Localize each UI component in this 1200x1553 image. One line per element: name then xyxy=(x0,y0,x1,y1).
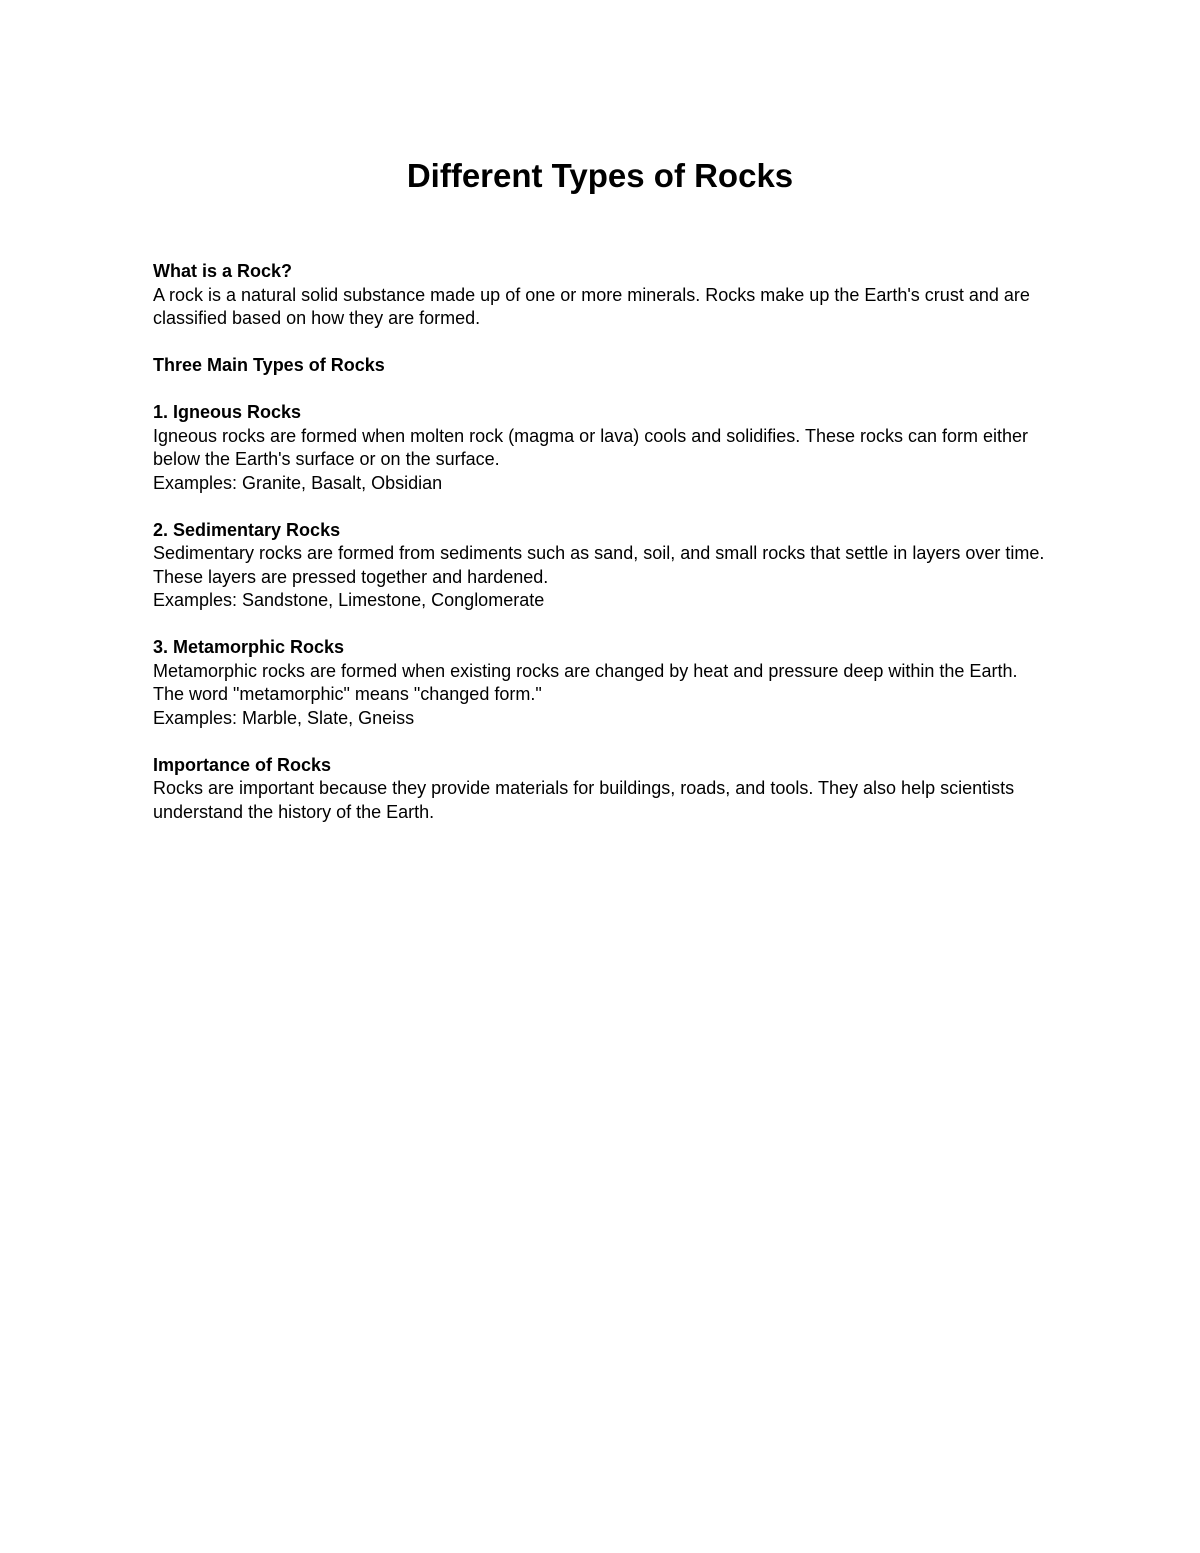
document-body xyxy=(153,260,1053,848)
section-heading: Importance of Rocks xyxy=(153,754,332,775)
section-paragraph: Sedimentary rocks are formed from sediments such as sand, soil, and small rocks that settle in layers over time. These layers are pressed together and hardened. xyxy=(153,543,1045,587)
section-sedimentary-rocks xyxy=(153,519,1053,613)
section-metamorphic-rocks xyxy=(153,636,1053,730)
section-heading: 3. Metamorphic Rocks xyxy=(153,637,345,657)
examples-line: Examples: Sandstone, Limestone, Conglomerate xyxy=(153,590,545,610)
section-heading: Three Main Types of Rocks xyxy=(153,355,385,375)
section-paragraph: A rock is a natural solid substance made up of one or more minerals. Rocks make up the Earth's crust and are classified based on how they are formed. xyxy=(153,284,1030,328)
section-paragraph: Igneous rocks are formed when molten rock (magma or lava) cools and solidifies. These rocks can form either below the Earth's surface or on the surface. xyxy=(153,425,1029,469)
section-heading: 1. Igneous Rocks xyxy=(153,402,302,422)
section-importance-of-rocks xyxy=(153,754,1053,825)
section-main-types xyxy=(153,354,1053,378)
examples-line: Examples: Granite, Basalt, Obsidian xyxy=(153,472,443,493)
section-heading: 2. Sedimentary Rocks xyxy=(153,519,341,540)
section-paragraph: Metamorphic rocks are formed when existing rocks are changed by heat and pressure deep within the Earth. The word "metamorphic" means "changed form." xyxy=(153,660,1018,704)
section-heading: What is a Rock? xyxy=(153,261,293,281)
section-igneous-rocks xyxy=(153,401,1053,495)
document-title: Different Types of Rocks xyxy=(406,157,794,194)
examples-line: Examples: Marble, Slate, Gneiss xyxy=(153,707,415,728)
section-paragraph: Rocks are important because they provide materials for buildings, roads, and tools. They also help scientists understand the history of the Earth. xyxy=(153,778,1015,822)
section-what-is-a-rock xyxy=(153,260,1053,331)
